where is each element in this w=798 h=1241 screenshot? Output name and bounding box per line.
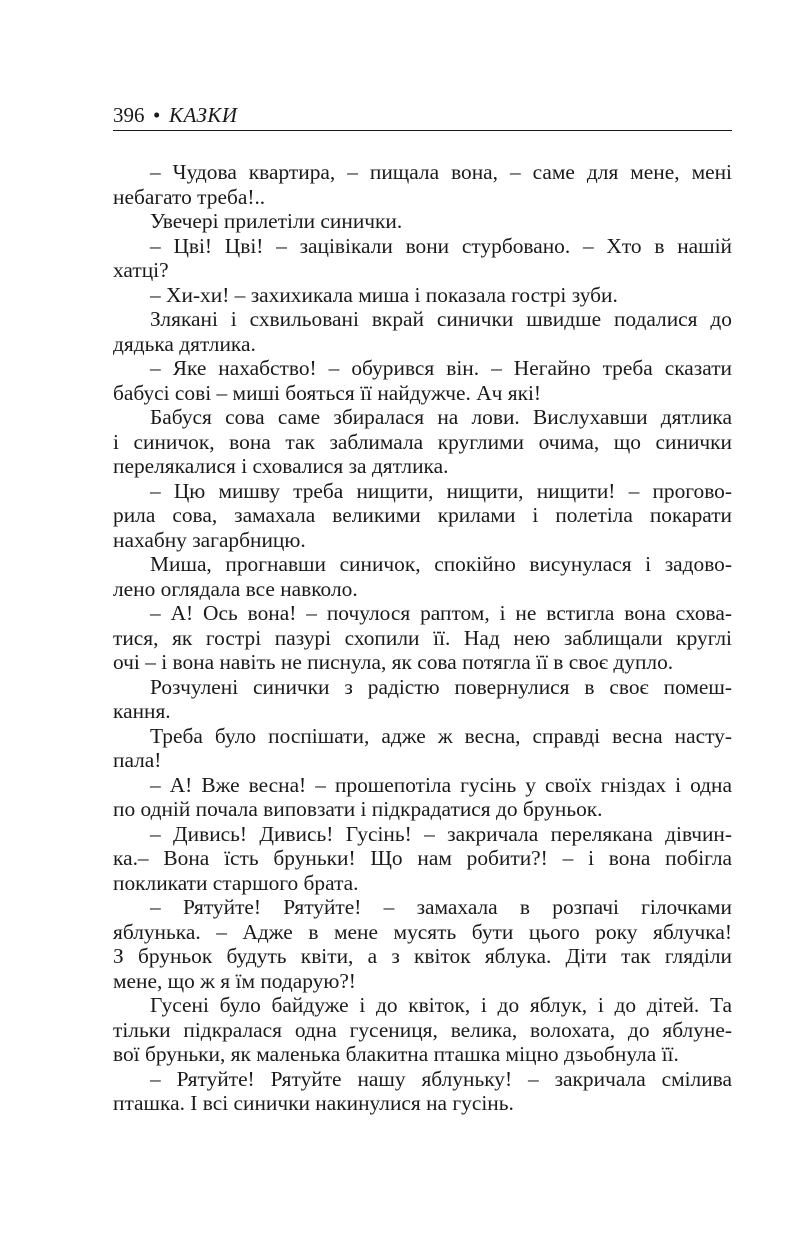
text-line: Бабуся сова саме збиралася на лови. Вислухавши дятлика	[150, 405, 732, 429]
text-line: – Рятуйте! Рятуйте нашу яблуньку! – закричала смілива	[150, 1066, 732, 1091]
text-line: – Хи-хи! – захихикала миша і показала гострі зуби.	[150, 282, 618, 307]
text-line: З бруньок будуть квіти, а з квіток яблука. Діти так гляділи	[113, 944, 732, 968]
text-line: – Яке нахабство! – обурився він. – Негайно треба сказати	[150, 356, 732, 380]
text-line: очі – і вона навіть не писнула, як сова потягла її в своє дупло.	[113, 650, 674, 674]
text-line: Розчулені синички з радістю повернулися в своє помеш-	[150, 674, 732, 699]
page-number: 396	[113, 103, 145, 127]
text-line: – Чудова квартира, – пищала вона, – саме для мене, мені	[150, 160, 732, 184]
running-header	[113, 100, 732, 131]
text-line: ка.– Вона їсть бруньки! Що нам робити?! – і вона побігла	[113, 846, 732, 870]
text-line: – Рятуйте! Рятуйте! – замахала в розпачі гілочками	[150, 895, 732, 919]
story-text	[113, 160, 732, 1116]
text-line: – А! Вже весна! – прошепотіла гусінь у своїх гніздах і одна	[150, 772, 732, 797]
text-line: вої бруньки, як маленька блакитна пташка міцно дзьобнула її.	[113, 1042, 679, 1066]
text-line: Злякані і схвильовані вкрай синички швидше подалися до	[150, 307, 732, 331]
text-line: дядька дятлика.	[113, 331, 256, 356]
text-line: – Цві! Цві! – зацівікали вони стурбовано. – Хто в нашій	[150, 233, 732, 258]
text-line: покликати старшого брата.	[113, 870, 359, 895]
text-line: Увечері прилетіли синички.	[150, 209, 403, 233]
text-line: кання.	[113, 699, 171, 723]
text-line: Гусені було байдуже і до квіток, і до яблук, і до дітей. Та	[150, 993, 732, 1017]
text-line: – Цю мишву треба нищити, нищити, нищити! – прогово-	[150, 478, 732, 503]
text-line: – А! Ось вона! – почулося раптом, і не встигла вона схова-	[150, 601, 732, 625]
text-line: і синичок, вона так заблимала круглими очима, що синички	[113, 429, 732, 454]
header-bullet: •	[153, 103, 161, 127]
section-title: КАЗКИ	[169, 103, 238, 127]
text-line: пташка. І всі синички накинулися на гусінь.	[113, 1091, 514, 1115]
text-line: Треба було поспішати, адже ж весна, справді весна насту-	[150, 723, 732, 748]
text-line: яблунька. – Адже в мене мусять бути цього року яблучка!	[113, 919, 732, 944]
text-line: тільки підкралася одна гусениця, велика, волохата, до яблуне-	[113, 1017, 732, 1042]
text-line: лено оглядала все навколо.	[113, 576, 358, 601]
text-line: – Дивись! Дивись! Гусінь! – закричала перелякана дівчин-	[150, 821, 732, 846]
text-line: пала!	[113, 748, 162, 772]
text-line: тися, як гострі пазурі схопили її. Над нею заблищали круглі	[113, 625, 732, 650]
text-line: хатці?	[113, 258, 169, 282]
text-line: нахабну загарбницю.	[113, 527, 306, 552]
text-line: бабусі сові – миші бояться її найдужче. Ач які!	[113, 380, 542, 405]
text-line: Миша, прогнавши синичок, спокійно висунулася і задово-	[150, 552, 732, 576]
text-line: мене, що ж я їм подарую?!	[113, 968, 356, 993]
text-line: по одній почала виповзати і підкрадатися до бруньок.	[113, 797, 603, 821]
text-line: рила сова, замахала великими крилами і полетіла покарати	[113, 503, 732, 527]
text-line: небагато треба!..	[113, 184, 266, 209]
text-line: перелякалися і сховалися за дятлика.	[113, 454, 449, 478]
